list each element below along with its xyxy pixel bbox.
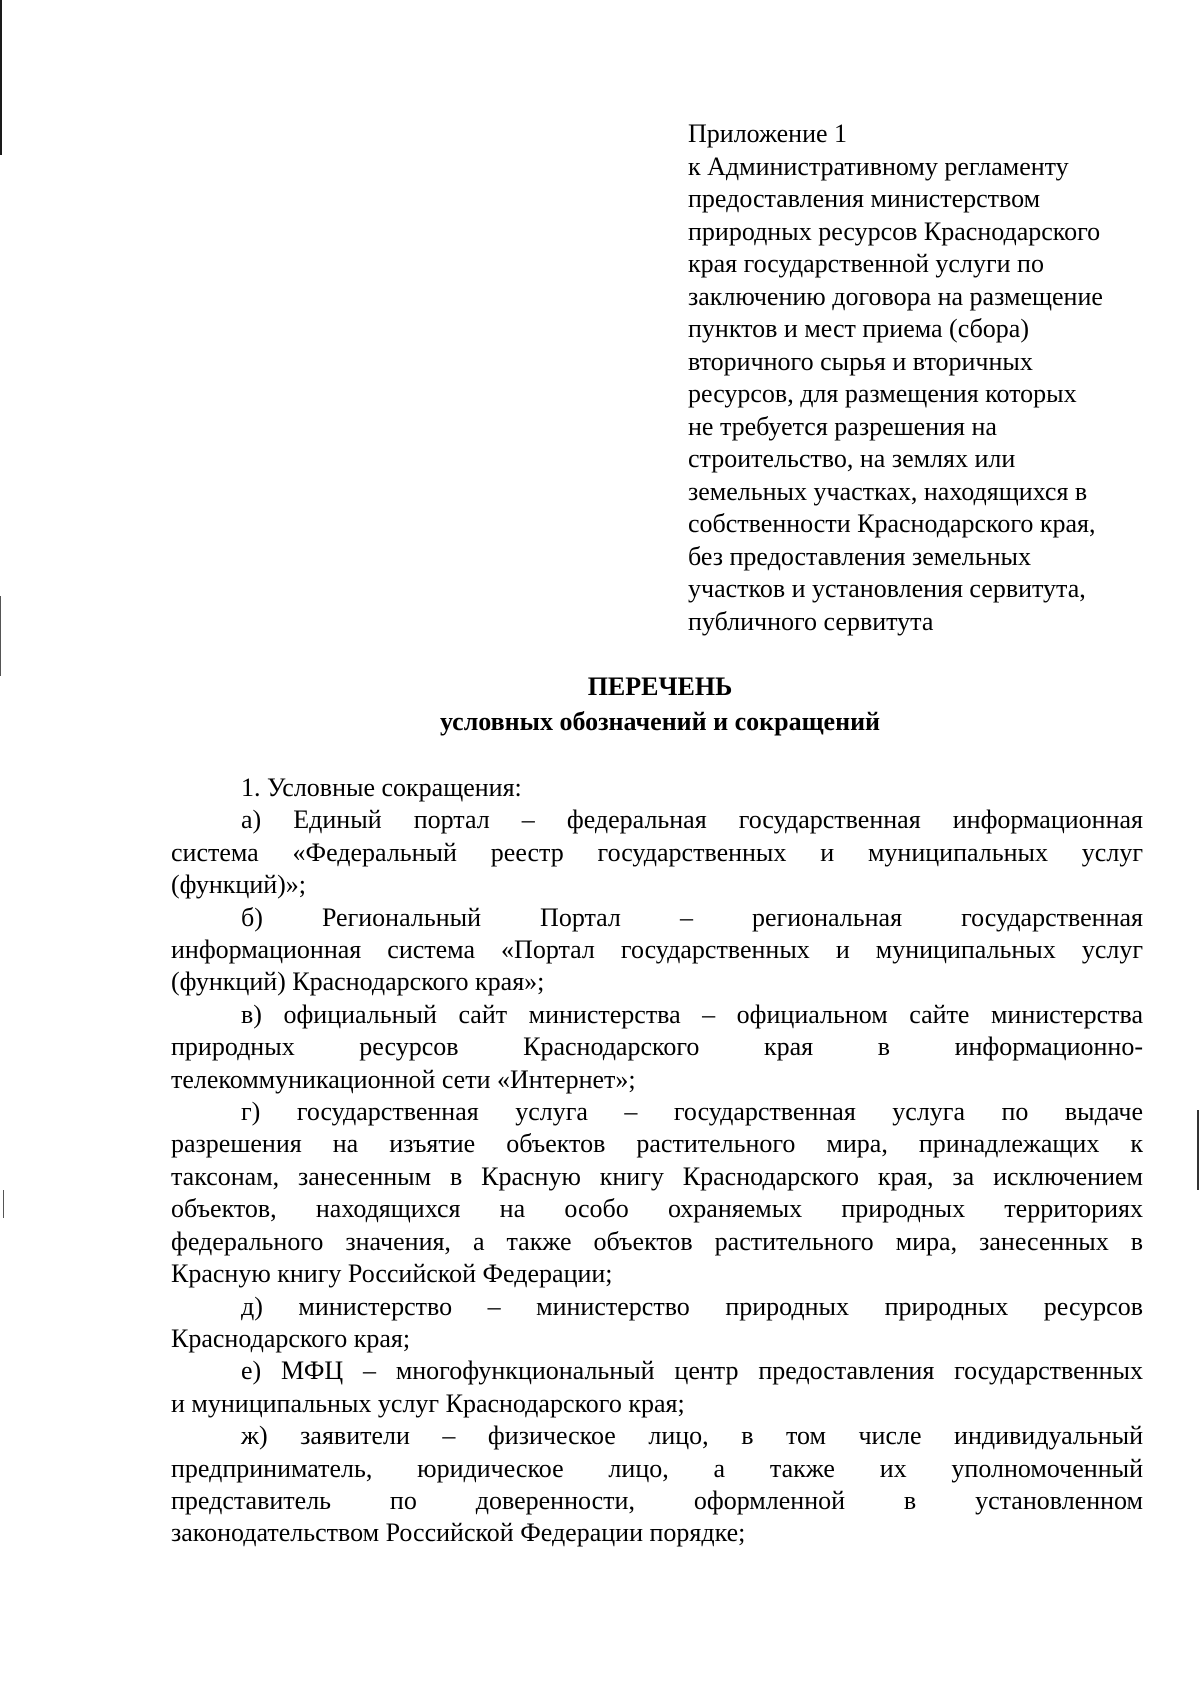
list-item-d — [171, 1291, 1143, 1356]
text-line: Красную книгу Российской Федерации; — [171, 1259, 613, 1289]
appendix-line: строительство, на землях или — [688, 444, 1016, 473]
appendix-line: заключению договора на размещение — [688, 281, 1103, 311]
text-line: таксонам, занесенным в Красную книгу Краснодарского края, за исключением — [171, 1161, 1143, 1191]
scan-edge-mark-right — [1197, 1110, 1199, 1190]
list-item-e — [171, 1355, 1143, 1420]
list-item-a — [171, 804, 1143, 901]
appendix-line: пунктов и мест приема (сбора) — [688, 314, 1029, 343]
text-line: федерального значения, а также объектов растительного мира, занесенных в — [171, 1226, 1143, 1256]
list-item-b — [171, 902, 1143, 999]
text-line: в) официальный сайт министерства – официальном сайте министерства — [241, 999, 1143, 1029]
appendix-line: земельных участках, находящихся в — [688, 476, 1088, 506]
section-heading: 1. Условные сокращения: — [241, 773, 522, 802]
text-line: природных ресурсов Краснодарского края в информационно- — [171, 1032, 1143, 1062]
document-body — [171, 772, 1143, 1550]
appendix-line: не требуется разрешения на — [688, 411, 997, 441]
text-line: а) Единый портал – федеральная государственная информационная — [241, 805, 1143, 835]
text-line: законодательством Российской Федерации порядке; — [171, 1518, 746, 1548]
scan-edge-mark-mid-left — [0, 596, 1, 676]
appendix-header — [688, 118, 1158, 638]
scan-edge-mark-low-left — [3, 1190, 4, 1218]
appendix-line: Приложение 1 — [688, 119, 848, 148]
appendix-line: природных ресурсов Краснодарского — [688, 216, 1101, 246]
list-item-v — [171, 999, 1143, 1096]
appendix-line: участков и установления сервитута, — [688, 574, 1086, 603]
text-line: и муниципальных услуг Краснодарского края; — [171, 1388, 685, 1418]
text-line: разрешения на изъятие объектов растительного мира, принадлежащих к — [171, 1129, 1143, 1159]
text-line: б) Региональный Портал – региональная государственная — [241, 902, 1143, 932]
appendix-line: ресурсов, для размещения которых — [688, 379, 1077, 408]
list-item-g — [171, 1096, 1143, 1290]
text-line: ж) заявители – физическое лицо, в том числе индивидуальный — [241, 1421, 1143, 1451]
list-item-zh — [171, 1420, 1143, 1550]
text-line: (функций)»; — [171, 870, 307, 900]
appendix-line: без предоставления земельных — [688, 541, 1032, 571]
document-subtitle: условных обозначений и сокращений — [439, 707, 881, 736]
appendix-line: предоставления министерством — [688, 184, 1041, 213]
scan-edge-mark-top-left — [0, 0, 2, 155]
text-line: г) государственная услуга – государственная услуга по выдаче — [241, 1097, 1143, 1127]
text-line: представитель по доверенности, оформленной в установленном — [171, 1485, 1143, 1515]
text-line: система «Федеральный реестр государственных и муниципальных услуг — [171, 837, 1143, 867]
appendix-line: вторичного сырья и вторичных — [688, 346, 1033, 376]
text-line: д) министерство – министерство природных природных ресурсов — [241, 1291, 1143, 1321]
appendix-line: к Административному регламенту — [688, 151, 1069, 181]
text-line: е) МФЦ – многофункциональный центр предоставления государственных — [241, 1356, 1143, 1386]
text-line: Краснодарского края; — [171, 1323, 411, 1353]
text-line: объектов, находящихся на особо охраняемых природных территориях — [171, 1194, 1143, 1224]
appendix-line: собственности Краснодарского края, — [688, 509, 1096, 538]
text-line: информационная система «Портал государственных и муниципальных услуг — [171, 935, 1143, 965]
document-title: ПЕРЕЧЕНЬ — [587, 672, 733, 701]
text-line: телекоммуникационной сети «Интернет»; — [171, 1064, 636, 1094]
text-line: предприниматель, юридическое лицо, а также их уполномоченный — [171, 1453, 1143, 1483]
appendix-line: публичного сервитута — [688, 606, 934, 636]
appendix-line: края государственной услуги по — [688, 249, 1044, 278]
text-line: (функций) Краснодарского края»; — [171, 967, 545, 997]
